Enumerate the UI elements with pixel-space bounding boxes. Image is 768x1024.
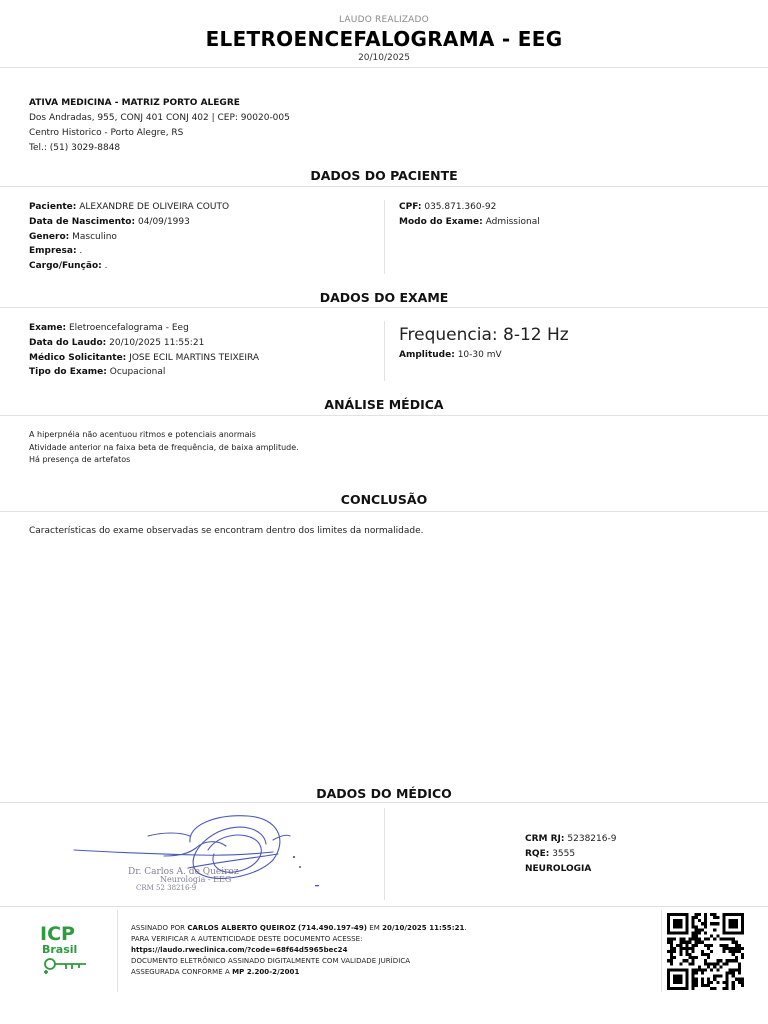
crm-value: 5238216-9 — [567, 834, 617, 844]
stamp-crm: CRM 52 38216-9 — [136, 884, 197, 892]
column-divider — [384, 808, 385, 900]
requesting-physician-value: JOSE ECIL MARTINS TEIXEIRA — [129, 352, 260, 363]
exam-type-value: Ocupacional — [109, 367, 166, 378]
clinic-name: ATIVA MEDICINA - MATRIZ PORTO ALEGRE — [29, 98, 240, 108]
report-date-value: 20/10/2025 11:55:21 — [109, 337, 205, 348]
icp-brasil-logo — [36, 922, 94, 980]
crm-label: CRM RJ: — [525, 834, 565, 844]
patient-name-value: ALEXANDRE DE OLIVEIRA COUTO — [79, 202, 230, 212]
patient-company-label: Empresa: — [29, 246, 77, 257]
exam-mode-label: Modo do Exame: — [399, 216, 483, 227]
stamp-specialty: Neurologia - EEG — [160, 875, 232, 884]
frequency-value: Frequencia: 8-12 Hz — [399, 325, 569, 345]
clinic-address: Dos Andradas, 955, CONJ 401 CONJ 402 | CEP: 90020-005 — [29, 113, 290, 123]
report-date-label: Data do Laudo: — [29, 337, 107, 348]
patient-gender-row — [29, 230, 229, 245]
patient-fields-left — [29, 200, 229, 274]
patient-birth-row — [29, 215, 229, 230]
exam-name-value: Eletroencefalograma - Eeg — [68, 323, 189, 333]
patient-birth-label: Data de Nascimento: — [29, 216, 136, 227]
verify-text: PARA VERIFICAR A AUTENTICIDADE DESTE DOCUMENTO ACESSE: — [131, 935, 363, 943]
patient-name-label: Paciente: — [29, 202, 77, 212]
patient-cpf-value: 035.871.360-92 — [424, 202, 497, 212]
digital-signature-info — [131, 923, 467, 978]
clinic-district: Centro Historico - Porto Alegre, RS — [29, 128, 184, 138]
column-divider — [661, 910, 662, 992]
rqe-value: 3555 — [552, 849, 576, 859]
conclusion-text: Características do exame observadas se encontram dentro dos limites da normalidade. — [29, 526, 424, 536]
patient-cpf-row — [399, 200, 540, 215]
exam-type-row — [29, 365, 259, 380]
amplitude-label: Amplitude: — [399, 350, 455, 360]
signature-image — [68, 810, 333, 895]
analysis-section-title: ANÁLISE MÉDICA — [324, 397, 444, 412]
exam-mode-value: Admissional — [485, 216, 540, 227]
legal-law: MP 2.200-2/2001 — [232, 968, 300, 976]
patient-gender-label: Genero: — [29, 231, 70, 242]
divider — [0, 186, 768, 187]
report-date: 20/10/2025 — [358, 53, 410, 63]
patient-section-title: DADOS DO PACIENTE — [310, 168, 458, 183]
doctor-info — [525, 832, 616, 877]
patient-role-row — [29, 259, 229, 274]
doctor-section-title: DADOS DO MÉDICO — [316, 786, 452, 801]
requesting-physician-row — [29, 351, 259, 366]
exam-name-label: Exame: — [29, 323, 67, 333]
amplitude-row — [399, 348, 502, 363]
page-title: ELETROENCEFALOGRAMA - EEG — [205, 27, 563, 51]
legal-line-2 — [131, 967, 467, 978]
clinic-info — [29, 96, 290, 156]
column-divider — [384, 321, 385, 381]
patient-company-value: . — [79, 246, 83, 257]
column-divider — [117, 910, 118, 992]
patient-name-row — [29, 200, 229, 215]
exam-mode-row — [399, 215, 540, 230]
conclusion-section-title: CONCLUSÃO — [340, 492, 428, 507]
analysis-text — [29, 429, 299, 467]
icp-logo-text: ICP — [40, 923, 75, 945]
exam-fields-left — [29, 321, 259, 380]
qr-code-icon[interactable] — [667, 913, 744, 990]
divider — [0, 415, 768, 416]
exam-section-title: DADOS DO EXAME — [319, 290, 449, 305]
exam-type-label: Tipo do Exame: — [29, 367, 107, 378]
column-divider — [384, 200, 385, 274]
divider — [0, 67, 768, 68]
patient-gender-value: Masculino — [72, 231, 117, 242]
requesting-physician-label: Médico Solicitante: — [29, 352, 127, 363]
divider — [0, 307, 768, 308]
patient-role-value: . — [104, 261, 108, 272]
amplitude-value: 10-30 mV — [457, 350, 502, 360]
legal-line-2-prefix: ASSEGURADA CONFORME A — [131, 968, 233, 976]
analysis-line: A hiperpnéia não acentuou ritmos e potenciais anormais — [29, 430, 256, 439]
rqe-label: RQE: — [525, 849, 550, 859]
analysis-line: Atividade anterior na faixa beta de frequência, de baixa amplitude. — [29, 442, 299, 452]
legal-line-1: DOCUMENTO ELETRÔNICO ASSINADO DIGITALMENTE COM VALIDADE JURÍDICA — [131, 957, 411, 965]
icp-logo-subtext: Brasil — [42, 943, 78, 956]
divider — [0, 511, 768, 512]
specialty-row — [525, 862, 616, 877]
signed-end: . — [464, 924, 467, 932]
signed-datetime: 20/10/2025 11:55:21 — [382, 924, 465, 932]
stamp-name: Dr. Carlos A. de Queiroz — [128, 867, 239, 877]
patient-role-label: Cargo/Função: — [29, 261, 102, 272]
crm-row — [525, 832, 616, 847]
patient-birth-value: 04/09/1993 — [137, 216, 190, 227]
divider — [0, 802, 768, 803]
divider — [0, 906, 768, 907]
exam-name-row — [29, 321, 259, 336]
analysis-line: Há presença de artefatos — [29, 455, 131, 465]
signed-by-line — [131, 923, 467, 934]
signed-in-text: EM — [367, 924, 383, 932]
patient-cpf-label: CPF: — [399, 202, 422, 212]
verify-url[interactable]: https://laudo.rweclinica.com/?code=68f64d5965bec24 — [131, 946, 348, 954]
patient-company-row — [29, 244, 229, 259]
clinic-phone: Tel.: (51) 3029-8848 — [29, 143, 121, 153]
signed-by-prefix: ASSINADO POR — [131, 924, 188, 932]
report-date-row — [29, 336, 259, 351]
rqe-row — [525, 847, 616, 862]
specialty-value: NEUROLOGIA — [525, 864, 592, 874]
patient-fields-right — [399, 200, 540, 230]
report-status: LAUDO REALIZADO — [339, 15, 429, 25]
signer-cpf: (714.490.197-49) — [298, 924, 367, 932]
signer-name: CARLOS ALBERTO QUEIROZ — [187, 924, 296, 932]
